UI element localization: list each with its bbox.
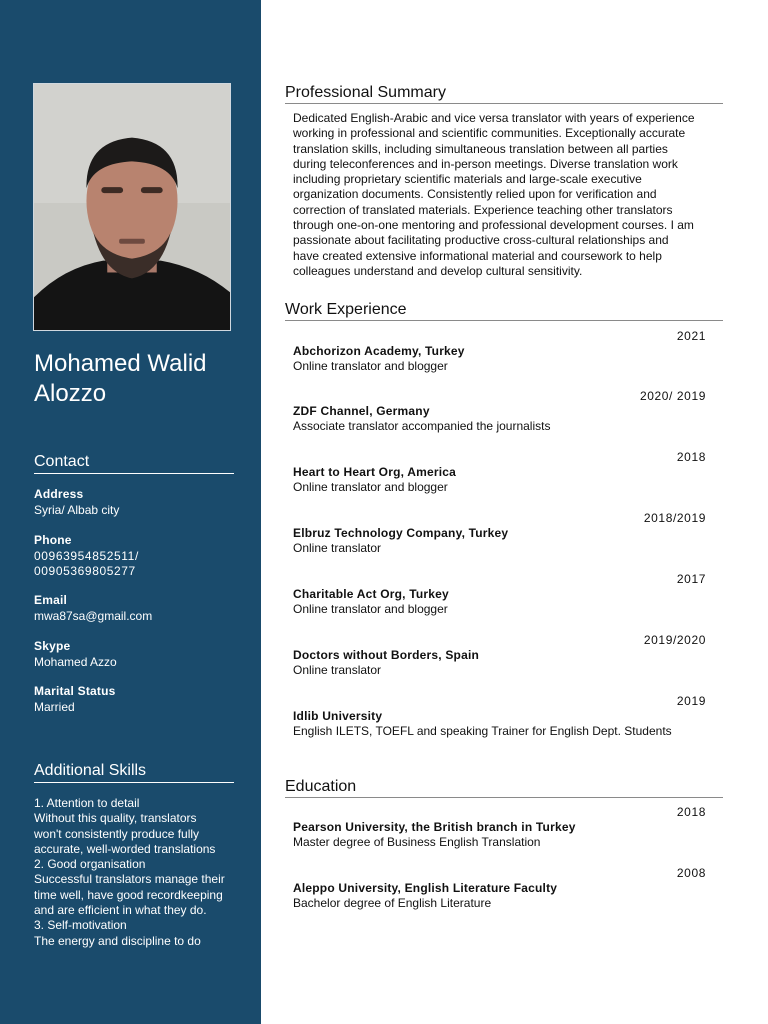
skills-line: The energy and discipline to do — [34, 933, 201, 948]
skills-line: 3. Self-motivation — [34, 918, 127, 933]
work-org: Doctors without Borders, Spain — [293, 648, 480, 662]
summary-line: organization documents. Consistently relied upon for verification and — [293, 187, 657, 202]
education-heading: Education — [285, 777, 723, 798]
skills-line: accurate, well-worded translations — [34, 841, 216, 856]
work-date: 2019 — [676, 694, 706, 708]
candidate-name-line2: Alozzo — [34, 380, 107, 407]
summary-line: working in professional and scientific communities. Exceptionally accurate — [293, 126, 686, 141]
work-org: Idlib University — [293, 709, 383, 723]
work-date: 2021 — [676, 329, 706, 343]
summary-line: passionate about facilitating productive cross-cultural relationships and — [293, 233, 669, 248]
email-block — [34, 593, 249, 624]
work-role: Online translator and blogger — [293, 480, 448, 495]
work-role: English ILETS, TOEFL and speaking Trainer for English Dept. Students — [293, 724, 672, 739]
email-label: Email — [34, 593, 68, 607]
summary-line: during teleconferences and in-person meetings. Diverse translation work — [293, 156, 678, 171]
phone-value-line1: 00963954852511/ — [34, 548, 139, 563]
summary-line: Dedicated English-Arabic and vice versa translator with years of experience — [293, 111, 695, 125]
skills-line: time well, have good recordkeeping — [34, 887, 223, 902]
education-entry — [293, 805, 706, 851]
education-degree: Master degree of Business English Translation — [293, 835, 541, 850]
work-date: 2017 — [676, 572, 706, 586]
work-date: 2020/ 2019 — [639, 389, 706, 403]
skype-label: Skype — [34, 639, 71, 653]
work-entry — [293, 572, 706, 618]
work-org: Heart to Heart Org, America — [293, 465, 457, 479]
candidate-name — [34, 349, 249, 409]
marital-block — [34, 684, 249, 715]
summary-text — [293, 111, 721, 279]
skills-line: Without this quality, translators — [34, 811, 197, 826]
work-date: 2018/2019 — [643, 511, 706, 525]
work-org: Abchorizon Academy, Turkey — [293, 344, 465, 358]
summary-line: have created extensive informational material and coursework to help — [293, 248, 662, 263]
work-entry — [293, 633, 706, 679]
education-entry — [293, 866, 706, 912]
work-role: Online translator — [293, 663, 382, 678]
work-role: Online translator — [293, 541, 382, 556]
profile-photo — [33, 83, 231, 331]
phone-value-line2: 00905369805277 — [34, 564, 136, 578]
work-heading: Work Experience — [285, 300, 723, 321]
work-org: ZDF Channel, Germany — [293, 404, 430, 418]
contact-heading: Contact — [34, 452, 234, 474]
summary-line: including proprietary scientific materials and large-scale executive — [293, 172, 642, 187]
skills-line: and are efficient in what they do. — [34, 903, 207, 918]
work-date: 2018 — [676, 450, 706, 464]
phone-label: Phone — [34, 533, 72, 547]
phone-block — [34, 533, 249, 580]
work-date: 2019/2020 — [643, 633, 706, 647]
summary-line: correction of translated materials. Experience teaching other translators — [293, 202, 673, 217]
work-entry — [293, 694, 706, 740]
address-value: Syria/ Albab city — [34, 502, 120, 517]
sidebar — [0, 0, 261, 1024]
work-org: Elbruz Technology Company, Turkey — [293, 526, 509, 540]
skype-block — [34, 639, 249, 670]
work-entry — [293, 450, 706, 496]
candidate-name-line1: Mohamed Walid — [34, 350, 207, 377]
skills-list — [34, 796, 239, 949]
skills-line: Successful translators manage their — [34, 872, 225, 887]
work-role: Online translator and blogger — [293, 602, 448, 617]
skills-line: won't consistently produce fully — [34, 826, 200, 841]
work-entry — [293, 511, 706, 557]
work-role: Associate translator accompanied the journalists — [293, 419, 551, 434]
marital-value: Married — [34, 699, 75, 714]
education-degree: Bachelor degree of English Literature — [293, 896, 492, 911]
summary-line: through one-on-one mentoring and professional development courses. I am — [293, 218, 694, 233]
summary-heading: Professional Summary — [285, 83, 723, 104]
work-entry — [293, 389, 706, 435]
education-date: 2018 — [676, 805, 706, 819]
address-block — [34, 487, 249, 518]
education-date: 2008 — [676, 866, 706, 880]
education-institution: Pearson University, the British branch in Turkey — [293, 820, 576, 834]
skills-line: 1. Attention to detail — [34, 796, 140, 810]
skills-line: 2. Good organisation — [34, 857, 146, 872]
education-institution: Aleppo University, English Literature Faculty — [293, 881, 558, 895]
summary-line: colleagues understand and develop cultural sensitivity. — [293, 263, 583, 278]
skype-value: Mohamed Azzo — [34, 654, 117, 669]
work-entry — [293, 329, 706, 375]
address-label: Address — [34, 487, 84, 501]
skills-heading: Additional Skills — [34, 761, 234, 783]
marital-label: Marital Status — [34, 684, 116, 698]
work-role: Online translator and blogger — [293, 359, 448, 374]
work-org: Charitable Act Org, Turkey — [293, 587, 449, 601]
email-value: mwa87sa@gmail.com — [34, 608, 153, 623]
summary-line: translation skills, including simultaneous translation between all parties — [293, 141, 668, 156]
